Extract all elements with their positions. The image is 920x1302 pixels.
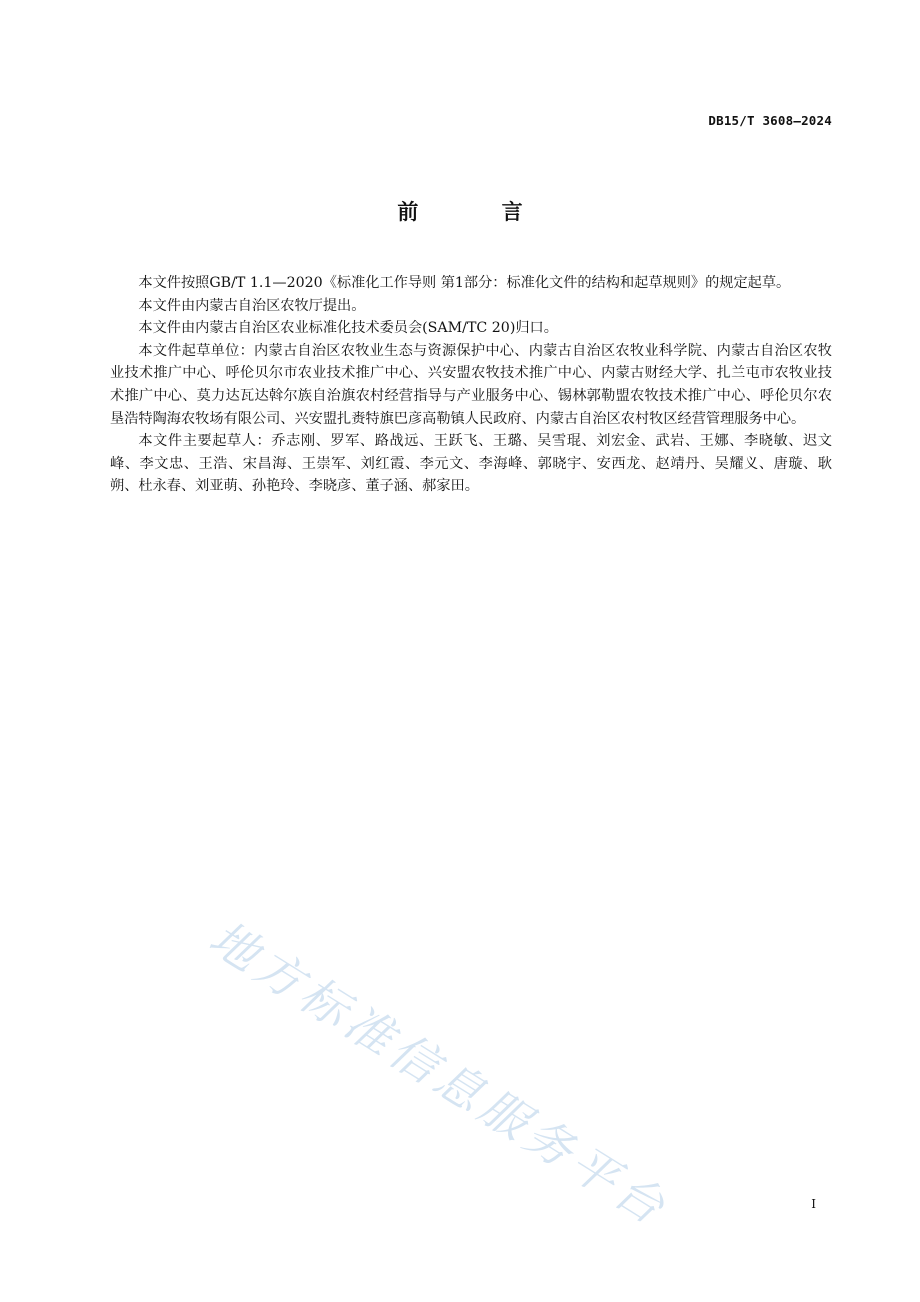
paragraph-drafting-units: 本文件起草单位：内蒙古自治区农牧业生态与资源保护中心、内蒙古自治区农牧业科学院、内蒙古自治区农牧业技术推广中心、呼伦贝尔市农业技术推广中心、兴安盟农牧技术推广中心、内蒙古财经大学、扎兰屯市农牧业技术推广中心、莫力达瓦达斡尔族自治旗农村经营指导与产业服务中心、锡林郭勒盟农牧技术推广中心、呼伦贝尔农垦浩特陶海农牧场有限公司、兴安盟扎赉特旗巴彦高勒镇人民政府、内蒙古自治区农村牧区经营管理服务中心。 (110, 342, 832, 427)
watermark: 地方标准信息服务平台 (199, 910, 679, 1238)
page-number: I (811, 1197, 816, 1211)
foreword-body (110, 272, 832, 498)
paragraph-committee: 本文件由内蒙古自治区农业标准化技术委员会(SAM/TC 20)归口。 (138, 320, 558, 337)
paragraph-drafting-rules: 本文件按照GB/T 1.1—2020《标准化工作导则 第1部分：标准化文件的结构和起草规则》的规定起草。 (138, 275, 791, 291)
paragraph-drafters: 本文件主要起草人：乔志刚、罗军、路战远、王跃飞、王璐、吴雪琨、刘宏金、武岩、王娜、李晓敏、迟文峰、李文忠、王浩、宋昌海、王崇军、刘红霞、李元文、李海峰、郭晓宇、安西龙、赵靖丹、吴耀义、唐璇、耿朔、杜永春、刘亚萌、孙艳玲、李晓彦、董子涵、郝家田。 (110, 433, 832, 495)
page-title: 前 言 (397, 199, 561, 224)
paragraph-proposer: 本文件由内蒙古自治区农牧厅提出。 (138, 297, 366, 314)
document-code: DB15/T 3608—2024 (708, 113, 832, 128)
